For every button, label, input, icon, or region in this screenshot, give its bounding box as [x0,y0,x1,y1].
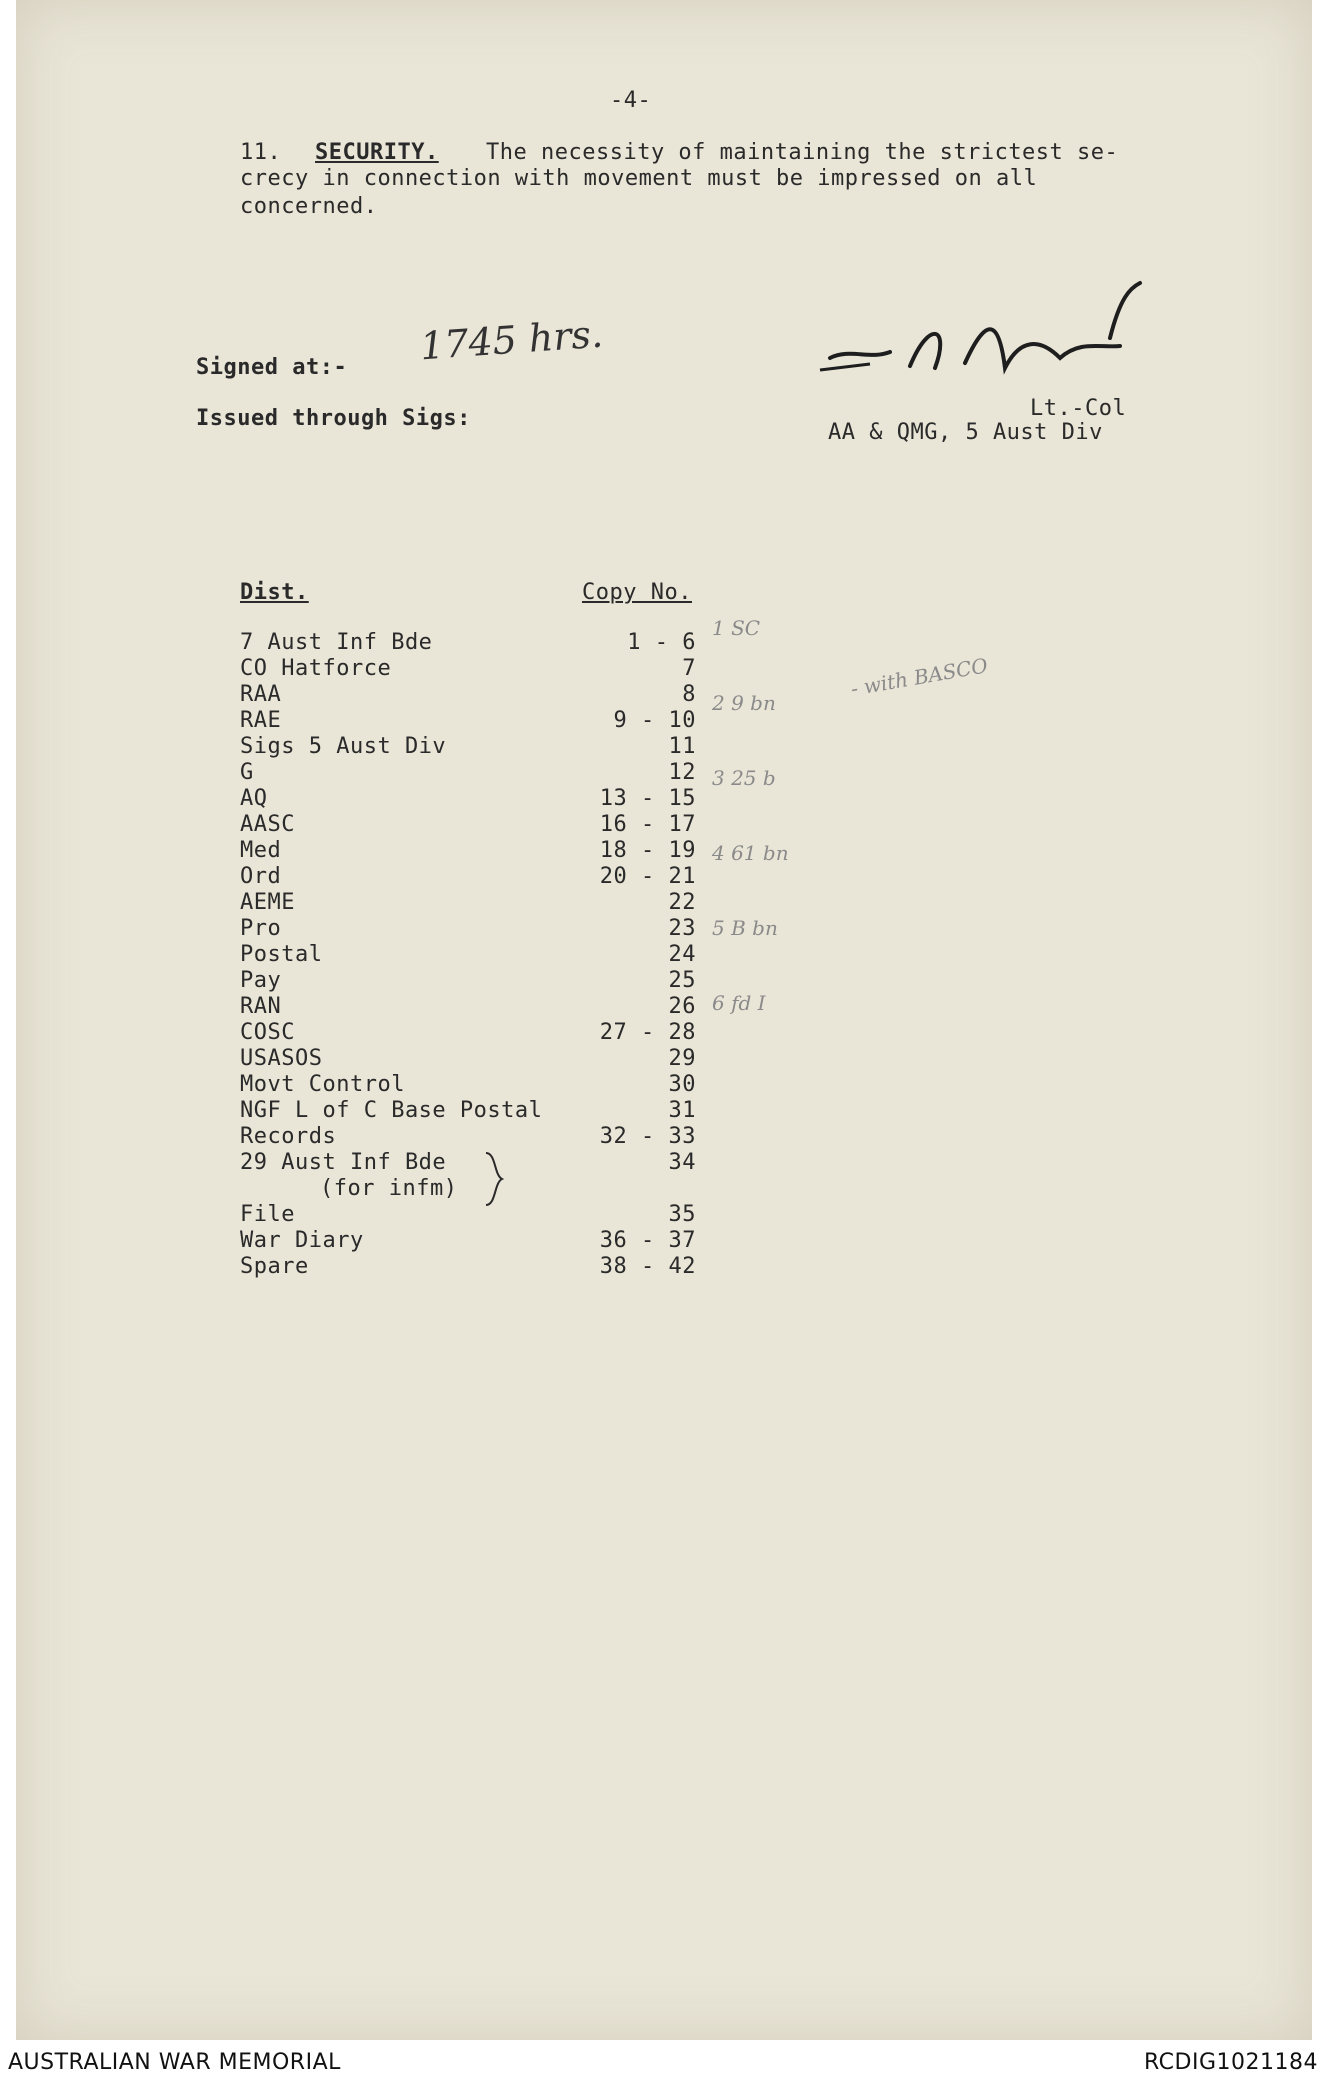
copy-number: 29 [668,1046,696,1071]
dist-unit: 7 Aust Inf Bde [240,630,433,655]
security-line-1: The necessity of maintaining the strictest se- [486,140,1119,165]
signed-time-handwritten: 1745 hrs. [418,311,605,369]
copy-number: 13 - 15 [599,786,696,811]
dist-unit: War Diary [240,1228,364,1253]
dist-unit: Ord [240,864,282,889]
dist-unit: AASC [240,812,295,837]
dist-unit: RAN [240,994,282,1019]
copy-number: 23 [668,916,696,941]
copy-number: 20 - 21 [599,864,696,889]
pencil-note: 6 fd I [712,991,766,1015]
dist-unit: RAE [240,708,282,733]
pencil-note: 1 SC [712,616,761,640]
dist-unit: Movt Control [240,1072,405,1097]
dist-unit: Sigs 5 Aust Div [240,734,447,759]
security-line-2: crecy in connection with movement must be impressed on all [240,166,1038,191]
dist-unit: File [240,1202,295,1227]
signature-appointment: AA & QMG, 5 Aust Div [828,420,1103,445]
dist-unit: Records [240,1124,337,1149]
dist-unit: USASOS [240,1046,323,1071]
dist-header: Dist. [240,580,309,605]
pencil-note: 2 9 bn [712,691,776,715]
issued-through-label: Issued through Sigs: [196,406,471,431]
dist-unit: Med [240,838,282,863]
dist-unit: NGF L of C Base Postal [240,1098,543,1123]
copy-number: 18 - 19 [599,838,696,863]
copy-no-header: Copy No. [582,580,692,605]
dist-unit: (for infm) [320,1176,458,1201]
copy-number: 12 [668,760,696,785]
dist-unit: AEME [240,890,295,915]
dist-unit: G [240,760,254,785]
dist-unit: Pay [240,968,282,993]
copy-number: 22 [668,890,696,915]
dist-unit: COSC [240,1020,295,1045]
dist-unit: 29 Aust Inf Bde [240,1150,447,1175]
copy-number: 11 [668,734,696,759]
copy-number: 27 - 28 [599,1020,696,1045]
copy-number: 9 - 10 [613,708,696,733]
dist-unit: Postal [240,942,323,967]
copy-number: 26 [668,994,696,1019]
copy-number: 30 [668,1072,696,1097]
dist-unit: AQ [240,786,268,811]
dist-unit: CO Hatforce [240,656,392,681]
copy-number: 32 - 33 [599,1124,696,1149]
pencil-note: 4 61 bn [712,841,789,865]
signature-mark [760,278,1160,398]
copy-number: 31 [668,1098,696,1123]
security-heading: SECURITY. [315,140,439,165]
pencil-note-basco: - with BASCO [848,653,990,701]
copy-number: 35 [668,1202,696,1227]
copy-number: 25 [668,968,696,993]
security-line-3: concerned. [240,194,378,219]
dist-unit: Spare [240,1254,309,1279]
copy-number: 38 - 42 [599,1254,696,1279]
copy-number: 7 [682,656,696,681]
pencil-note: 5 B bn [712,916,778,940]
footer-source: AUSTRALIAN WAR MEMORIAL [8,2050,341,2075]
signed-at-label: Signed at:- [196,355,348,380]
footer-reference-id: RCDIG1021184 [1143,2050,1318,2075]
bracket-brace [482,1149,512,1209]
copy-number: 1 - 6 [627,630,696,655]
dist-unit: Pro [240,916,282,941]
copy-number: 36 - 37 [599,1228,696,1253]
security-number: 11. [240,140,282,165]
signature-rank: Lt.-Col [1030,396,1127,421]
copy-number: 8 [682,682,696,707]
page-number: -4- [610,88,652,113]
copy-number: 24 [668,942,696,967]
pencil-note: 3 25 b [712,766,776,790]
copy-number: 16 - 17 [599,812,696,837]
dist-unit: RAA [240,682,282,707]
pencil-annotations [712,566,789,1041]
copy-number: 34 [668,1150,696,1175]
